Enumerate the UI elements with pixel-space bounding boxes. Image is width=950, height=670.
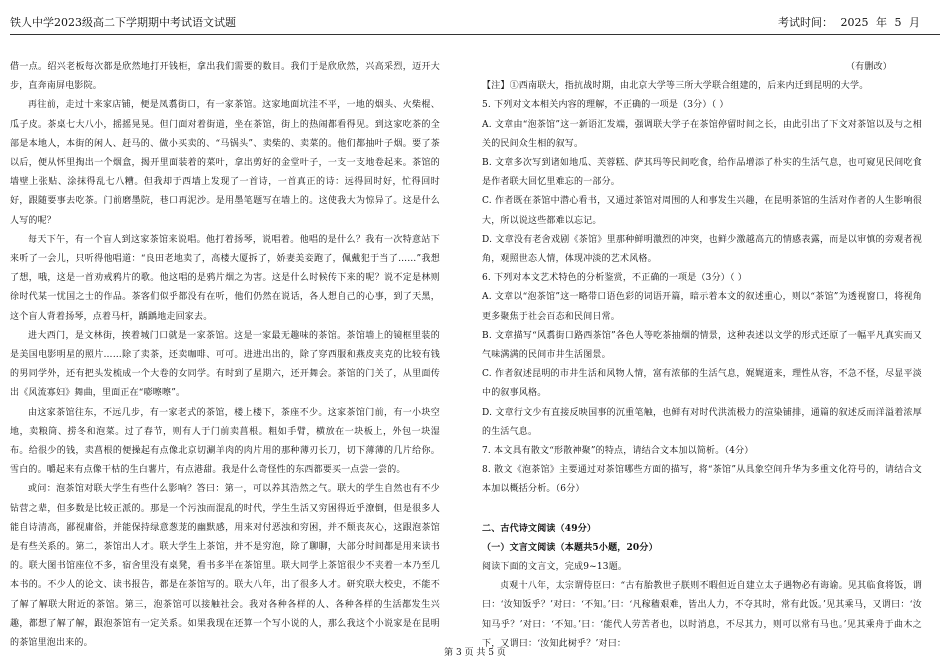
option: B. 文章多次写到诸如地瓜、芙蓉糕、萨其玛等民间吃食，给作品增添了朴实的生活气息，也可窥见民间吃食是作者联大回忆里难忘的一部分。 <box>482 158 922 188</box>
option: B. 文章描写“风翥街口路西茶馆”各色人等吃茶抽烟的情景，这种表述以文学的形式还原了一幅平凡真实而又气味满满的民间市井生活图景。 <box>482 330 922 361</box>
question-7: 7. 本文具有散文“形散神聚”的特点，请结合文本加以简析。（4分） <box>482 446 754 457</box>
subsection-title: （一）文言文阅读（本题共5小题，20分） <box>482 542 658 553</box>
exam-title: 铁人中学2023级高二下学期期中考试语文试题 <box>10 16 236 29</box>
paragraph: 每天下午，有一个盲人到这家茶馆来说唱。他打着扬琴，说唱着。他唱的是什么？我有一次特意站下来听了一会儿，只听得他唱道：“良田老地卖了，高楼大厦拆了，娇妻美妾跑了，佩戴犯于当了……”我想了想，哦，这是一首劝戒鸦片的歌。他这唱的是鸦片烟之为害。这是什么时候传下来的呢？说不定是林则徐时代某一忧国之士的作品。茶客们似乎都没有在听，他们仍然在说话，各人想自己的心事，到了天黑，这个盲人背着扬琴，点着马杆，踽踽地走回家去。 <box>10 234 440 322</box>
option: C. 作者叙述昆明的市井生活和风物人情，富有浓郁的生活气息，娓娓道来，理性从容，不急不怪，尽显平淡中的叙事风格。 <box>482 369 922 399</box>
spacer <box>482 500 922 512</box>
section-title: 二、古代诗文阅读（49分） <box>482 523 597 534</box>
left-column <box>10 58 440 649</box>
question-5: 5. 下列对文本相关内容的理解，不正确的一项是（3分）（ ） <box>482 100 729 111</box>
right-column <box>482 58 922 649</box>
question-8: 8. 散文《泡茶馆》主要通过对茶馆哪些方面的描写，将“茶馆”从具象空间升华为多重文化符号的，请结合文本加以概括分析。（6分） <box>482 465 922 495</box>
reading-instruction: 阅读下面的文言文，完成9~13题。 <box>482 562 628 573</box>
annotation-note: 【注】①西南联大，指抗战时期，由北京大学等三所大学联合组建的，后来内迁到昆明的大学。 <box>482 81 869 92</box>
paragraph: 再往前，走过十来家店铺，便是凤翥街口，有一家茶馆。这家地面坑洼不平，一地的烟头、火柴棍、瓜子皮。茶桌七大八小，摇摇晃晃。但门面对着街道，坐在茶馆，街上的热闹都看得见。到这家吃茶的全部是本地人，本街的闲人、赶马的、做小买卖的、“马锅头”、卖柴的、卖菜的。他们都抽叶子烟。要了茶以后，便从怀里掏出一个烟盒，揭开里面装着的菜叶，拿出剪好的金堂叶子，一支一支地卷起来。茶馆的墙壁上张贴、涂抹得乱七八糟。但我却于西墙上发现了一首诗，一首真正的诗：远得回时好，忙得回时好，跟随要事去吃茶。门前磨墨院，巷口再泥沙。是用墨笔题写在墙上的。这使我大为惊异了。这是什么人写的呢？ <box>10 100 440 226</box>
paragraph: 借一点。绍兴老板每次都是欣然地打开钱柜，拿出我们需要的数目。我们于是欣欣然，兴高采烈，迈开大步，直奔南屏电影院。 <box>10 62 440 92</box>
option: A. 文章以“泡茶馆”这一略带口语色彩的词语开篇，暗示着本文的叙述重心，则以“茶馆”为透视窗口，将视角更多聚焦于社会百态和民间日常。 <box>482 292 922 322</box>
option: D. 文章没有老舍戏剧《茶馆》里那种鲜明激烈的冲突，也鲜少激越高亢的情感表露，而是以审慎的旁观者视角，观照世态人情，体现冲淡的艺术风格。 <box>482 234 922 265</box>
question-6: 6. 下列对本文艺术特色的分析鉴赏，不正确的一项是（3分）（ ） <box>482 273 747 284</box>
page-header <box>10 12 940 35</box>
paragraph: 进大西门，是文林街，挨着城门口就是一家茶馆。这是一家最无趣味的茶馆。茶馆墙上的镜框里装的是美国电影明星的照片……除了卖茶，还卖咖啡、可可。进进出出的，除了穿西服和燕皮夹克的比较有钱的男同学外，还有把头发梳成一个大卷的女同学。有时到了星期六，还开舞会。茶馆的门关了，从里面传出《风流寡妇》舞曲，里面正在“嘭嚓嚓”。 <box>10 330 440 399</box>
source-note: （有删改） <box>845 62 892 72</box>
option: C. 作者既在茶馆中潜心看书，又通过茶馆对周围的人和事发生兴趣，在昆明茶馆的生活对作者的人生影响很大，所以说这些都难以忘记。 <box>482 196 922 226</box>
classical-text: 贞观十八年，太宗谓侍臣曰：“古有胎教世子朕则不暇但近自建立太子遇物必有诲谕。见其临食将饭，谓曰：‘汝知饭乎？’对曰：‘不知。’曰：‘凡稼穑艰难，皆出人力，不夺其时，常有此饭。’见其乘马，又谓曰：‘汝知马乎？’对曰：‘不知。’曰：‘能代人劳苦者也，以时消息，不尽其力，则可以常有马也。’见其乘舟于曲木之下，又谓曰：‘汝知此树乎？’对曰： <box>482 581 922 649</box>
option: D. 文章行文少有直接反映国事的沉重笔触，也鲜有对时代洪流极力的渲染铺排，通篇的叙述反而洋溢着浓厚的生活气息。 <box>482 407 922 437</box>
page-number: 第 3 页 共 5 页 <box>444 648 506 658</box>
paragraph: 或问：泡茶馆对联大学生有些什么影响？答曰：第一，可以养其浩然之气。联大的学生自然也有不少钻营之辈，但多数是比较正派的。那是一个污浊而混乱的时代，学生生活又穷困得近乎潦倒，但是很多人能自诗清高，鄙视庸俗，并能保持绿意葱茏的幽默感，用来对付恶浊和穷困，并不颓丧灰心，这跟泡茶馆是有些关系的。第二，茶馆出人才。联大学生上茶馆，并不是穷泡，除了聊聊，大部分时间都是用来读书的。联大图书馆座位不多，宿舍里没有桌凳，看书多半在茶馆里。联大同学上茶馆很少不夹着一本乃至几本书的。不少人的论文、读书报告，都是在茶馆写的。联大八年，出了很多人才。研究联大校史，不能不了解了解联大附近的茶馆。第三，泡茶馆可以接触社会。我对各种各样的人、各种各样的生活都发生兴趣，都想了解了解，跟泡茶馆有一定关系。如果我现在还算一个写小说的人，那么我这个小说家是在昆明的茶馆里泡出来的。 <box>10 484 440 649</box>
paragraph: 由这家茶馆往东，不远几步，有一家老式的茶馆，楼上楼下，茶座不少。这家茶馆门前，有一小块空地，卖粮筒、捞冬和泡菜。过了春节，则有人于门前卖菖根。粗如手臂，横放在一块板上，外包一块湿布。给很少的钱，卖菖根的便操起有点像北京切涮羊肉的肉片用的那种薄刃长刀，切下薄薄的几片给你。雪白的。嚼起来有点像干枯的生白薯片，有点港甜。我是什么奇怪性的东西都要买一点尝一尝的。 <box>10 407 440 476</box>
option: A. 文章由“泡茶馆”这一新语汇发端，强调联大学子在茶馆停留时间之长，由此引出了下文对茶馆以及与之相关的民间众生相的叙写。 <box>482 119 922 149</box>
exam-time: 考试时间： 2025 年 5 月 <box>778 16 920 29</box>
